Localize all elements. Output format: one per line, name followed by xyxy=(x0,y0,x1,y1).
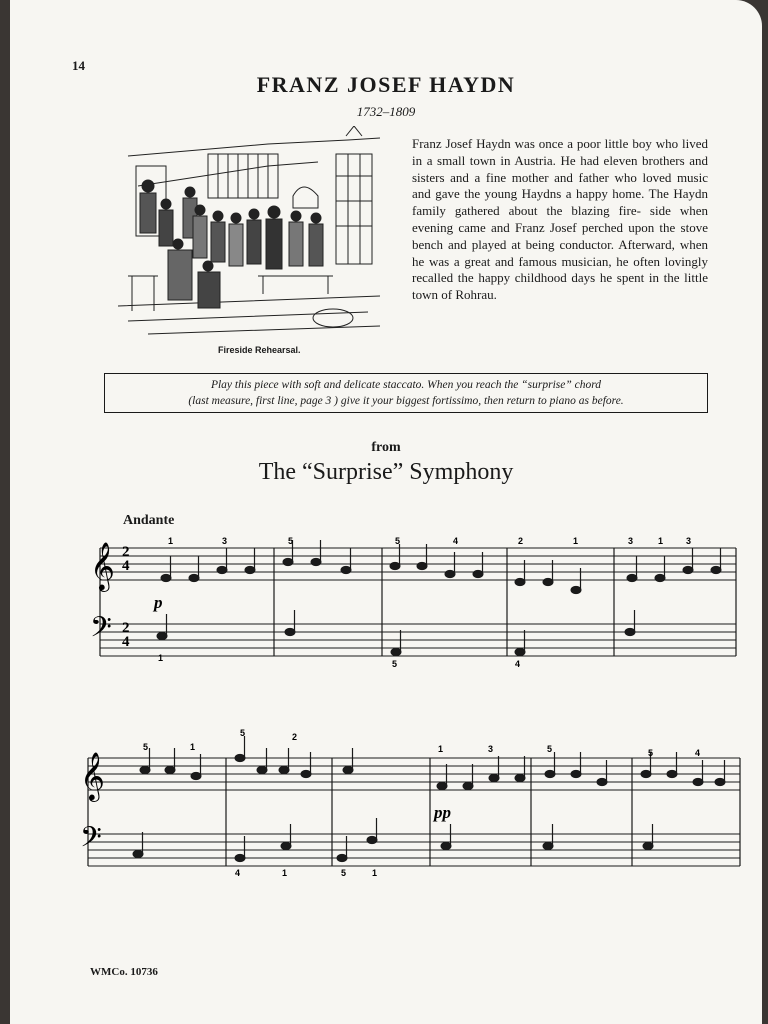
fingering-number: 4 xyxy=(515,659,521,669)
note-head xyxy=(301,770,311,777)
note-head xyxy=(627,574,637,581)
note-head xyxy=(417,562,427,569)
fingering-number: 3 xyxy=(686,536,692,546)
fingering-number: 5 xyxy=(648,748,654,758)
time-signature-upper: 2 xyxy=(122,620,130,636)
instruction-line-2: (last measure, first line, page 3 ) give it your biggest fortissimo, then return to piano as before. xyxy=(188,395,624,407)
note-head xyxy=(667,770,677,777)
piece-title: The “Surprise” Symphony xyxy=(258,459,514,485)
note-head xyxy=(515,578,525,585)
dynamic-pianissimo: pp xyxy=(434,803,451,822)
note-head xyxy=(545,770,555,777)
fingering-number: 5 xyxy=(341,868,347,878)
fingering-number: 5 xyxy=(143,742,149,752)
fingering-number: 1 xyxy=(282,868,288,878)
fingering-number: 1 xyxy=(438,744,444,754)
treble-clef-icon: 𝄞 xyxy=(90,544,115,590)
note-head xyxy=(283,558,293,565)
note-head xyxy=(655,574,665,581)
note-head xyxy=(693,778,703,785)
illustration-caption: Fireside Rehearsal. xyxy=(218,345,301,355)
note-head xyxy=(391,648,401,655)
fingering-number: 4 xyxy=(235,868,241,878)
note-head xyxy=(515,648,525,655)
note-head xyxy=(341,566,351,573)
note-head xyxy=(463,782,473,789)
fingering-number: 3 xyxy=(222,536,228,546)
note-head xyxy=(683,566,693,573)
time-signature-lower: 4 xyxy=(122,558,130,574)
note-head xyxy=(571,586,581,593)
publisher-catalog-number: WMCo. 10736 xyxy=(90,966,158,978)
note-head xyxy=(543,842,553,849)
note-head xyxy=(441,842,451,849)
fingering-number: 1 xyxy=(158,653,164,663)
note-head xyxy=(543,578,553,585)
treble-clef-icon: 𝄞 xyxy=(80,754,105,800)
note-head xyxy=(437,782,447,789)
time-signature-lower: 4 xyxy=(122,634,130,650)
fingering-number: 1 xyxy=(573,536,579,546)
fingering-number: 5 xyxy=(395,536,401,546)
note-head xyxy=(217,566,227,573)
note-head xyxy=(285,628,295,635)
note-head xyxy=(161,574,171,581)
note-head xyxy=(133,850,143,857)
note-head xyxy=(165,766,175,773)
fingering-number: 1 xyxy=(658,536,664,546)
from-label: from xyxy=(371,440,401,455)
fingering-number: 2 xyxy=(518,536,524,546)
note-head xyxy=(311,558,321,565)
note-head xyxy=(279,766,289,773)
fingering-number: 2 xyxy=(292,732,298,742)
note-head xyxy=(257,766,267,773)
fingering-number: 5 xyxy=(392,659,398,669)
composer-title: FRANZ JOSEF HAYDN xyxy=(256,72,516,97)
instruction-line-1: Play this piece with soft and delicate staccato. When you reach the “surprise” chord xyxy=(210,379,602,391)
fingering-number: 3 xyxy=(628,536,634,546)
note-head xyxy=(337,854,347,861)
fingering-number: 4 xyxy=(453,536,459,546)
note-head xyxy=(641,770,651,777)
fingering-number: 4 xyxy=(695,748,701,758)
fingering-number: 5 xyxy=(547,744,553,754)
note-head xyxy=(711,566,721,573)
dynamic-piano: p xyxy=(154,593,163,612)
note-head xyxy=(191,772,201,779)
note-head xyxy=(189,574,199,581)
note-head xyxy=(157,632,167,639)
note-head xyxy=(515,774,525,781)
note-head xyxy=(445,570,455,577)
note-head xyxy=(140,766,150,773)
note-head xyxy=(390,562,400,569)
fingering-number: 5 xyxy=(240,728,246,738)
note-head xyxy=(235,754,245,761)
note-head xyxy=(643,842,653,849)
page-number: 14 xyxy=(72,58,85,73)
time-signature-upper: 2 xyxy=(122,544,130,560)
fingering-number: 1 xyxy=(168,536,174,546)
note-head xyxy=(625,628,635,635)
bass-clef-icon: 𝄢 xyxy=(90,613,112,650)
bass-clef-icon: 𝄢 xyxy=(80,823,102,860)
note-head xyxy=(489,774,499,781)
note-head xyxy=(367,836,377,843)
fingering-number: 1 xyxy=(372,868,378,878)
note-head xyxy=(597,778,607,785)
sheet-music xyxy=(10,0,762,1024)
music-book-page xyxy=(10,0,762,1024)
note-head xyxy=(343,766,353,773)
note-head xyxy=(281,842,291,849)
note-head xyxy=(571,770,581,777)
fingering-number: 5 xyxy=(288,536,294,546)
tempo-marking: Andante xyxy=(123,513,175,528)
note-head xyxy=(715,778,725,785)
fingering-number: 1 xyxy=(190,742,196,752)
note-head xyxy=(473,570,483,577)
note-head xyxy=(245,566,255,573)
biography-text: Franz Josef Haydn was once a poor little boy who lived in a small town in Austria. He had eleven brothers and sisters and a fine mother and father who loved music and gave the young Haydns a happy home. The Haydn family gathered about the blazing fire- side when evening came and Franz Josef perched upon the stove bench and played at being conductor. Afterward, when he was a great and famous musician, he often lovingly recalled the happy childhood days he spent in the little town of Rohrau. xyxy=(412,136,709,303)
fingering-number: 3 xyxy=(488,744,494,754)
note-head xyxy=(235,854,245,861)
composer-dates: 1732–1809 xyxy=(356,104,416,119)
